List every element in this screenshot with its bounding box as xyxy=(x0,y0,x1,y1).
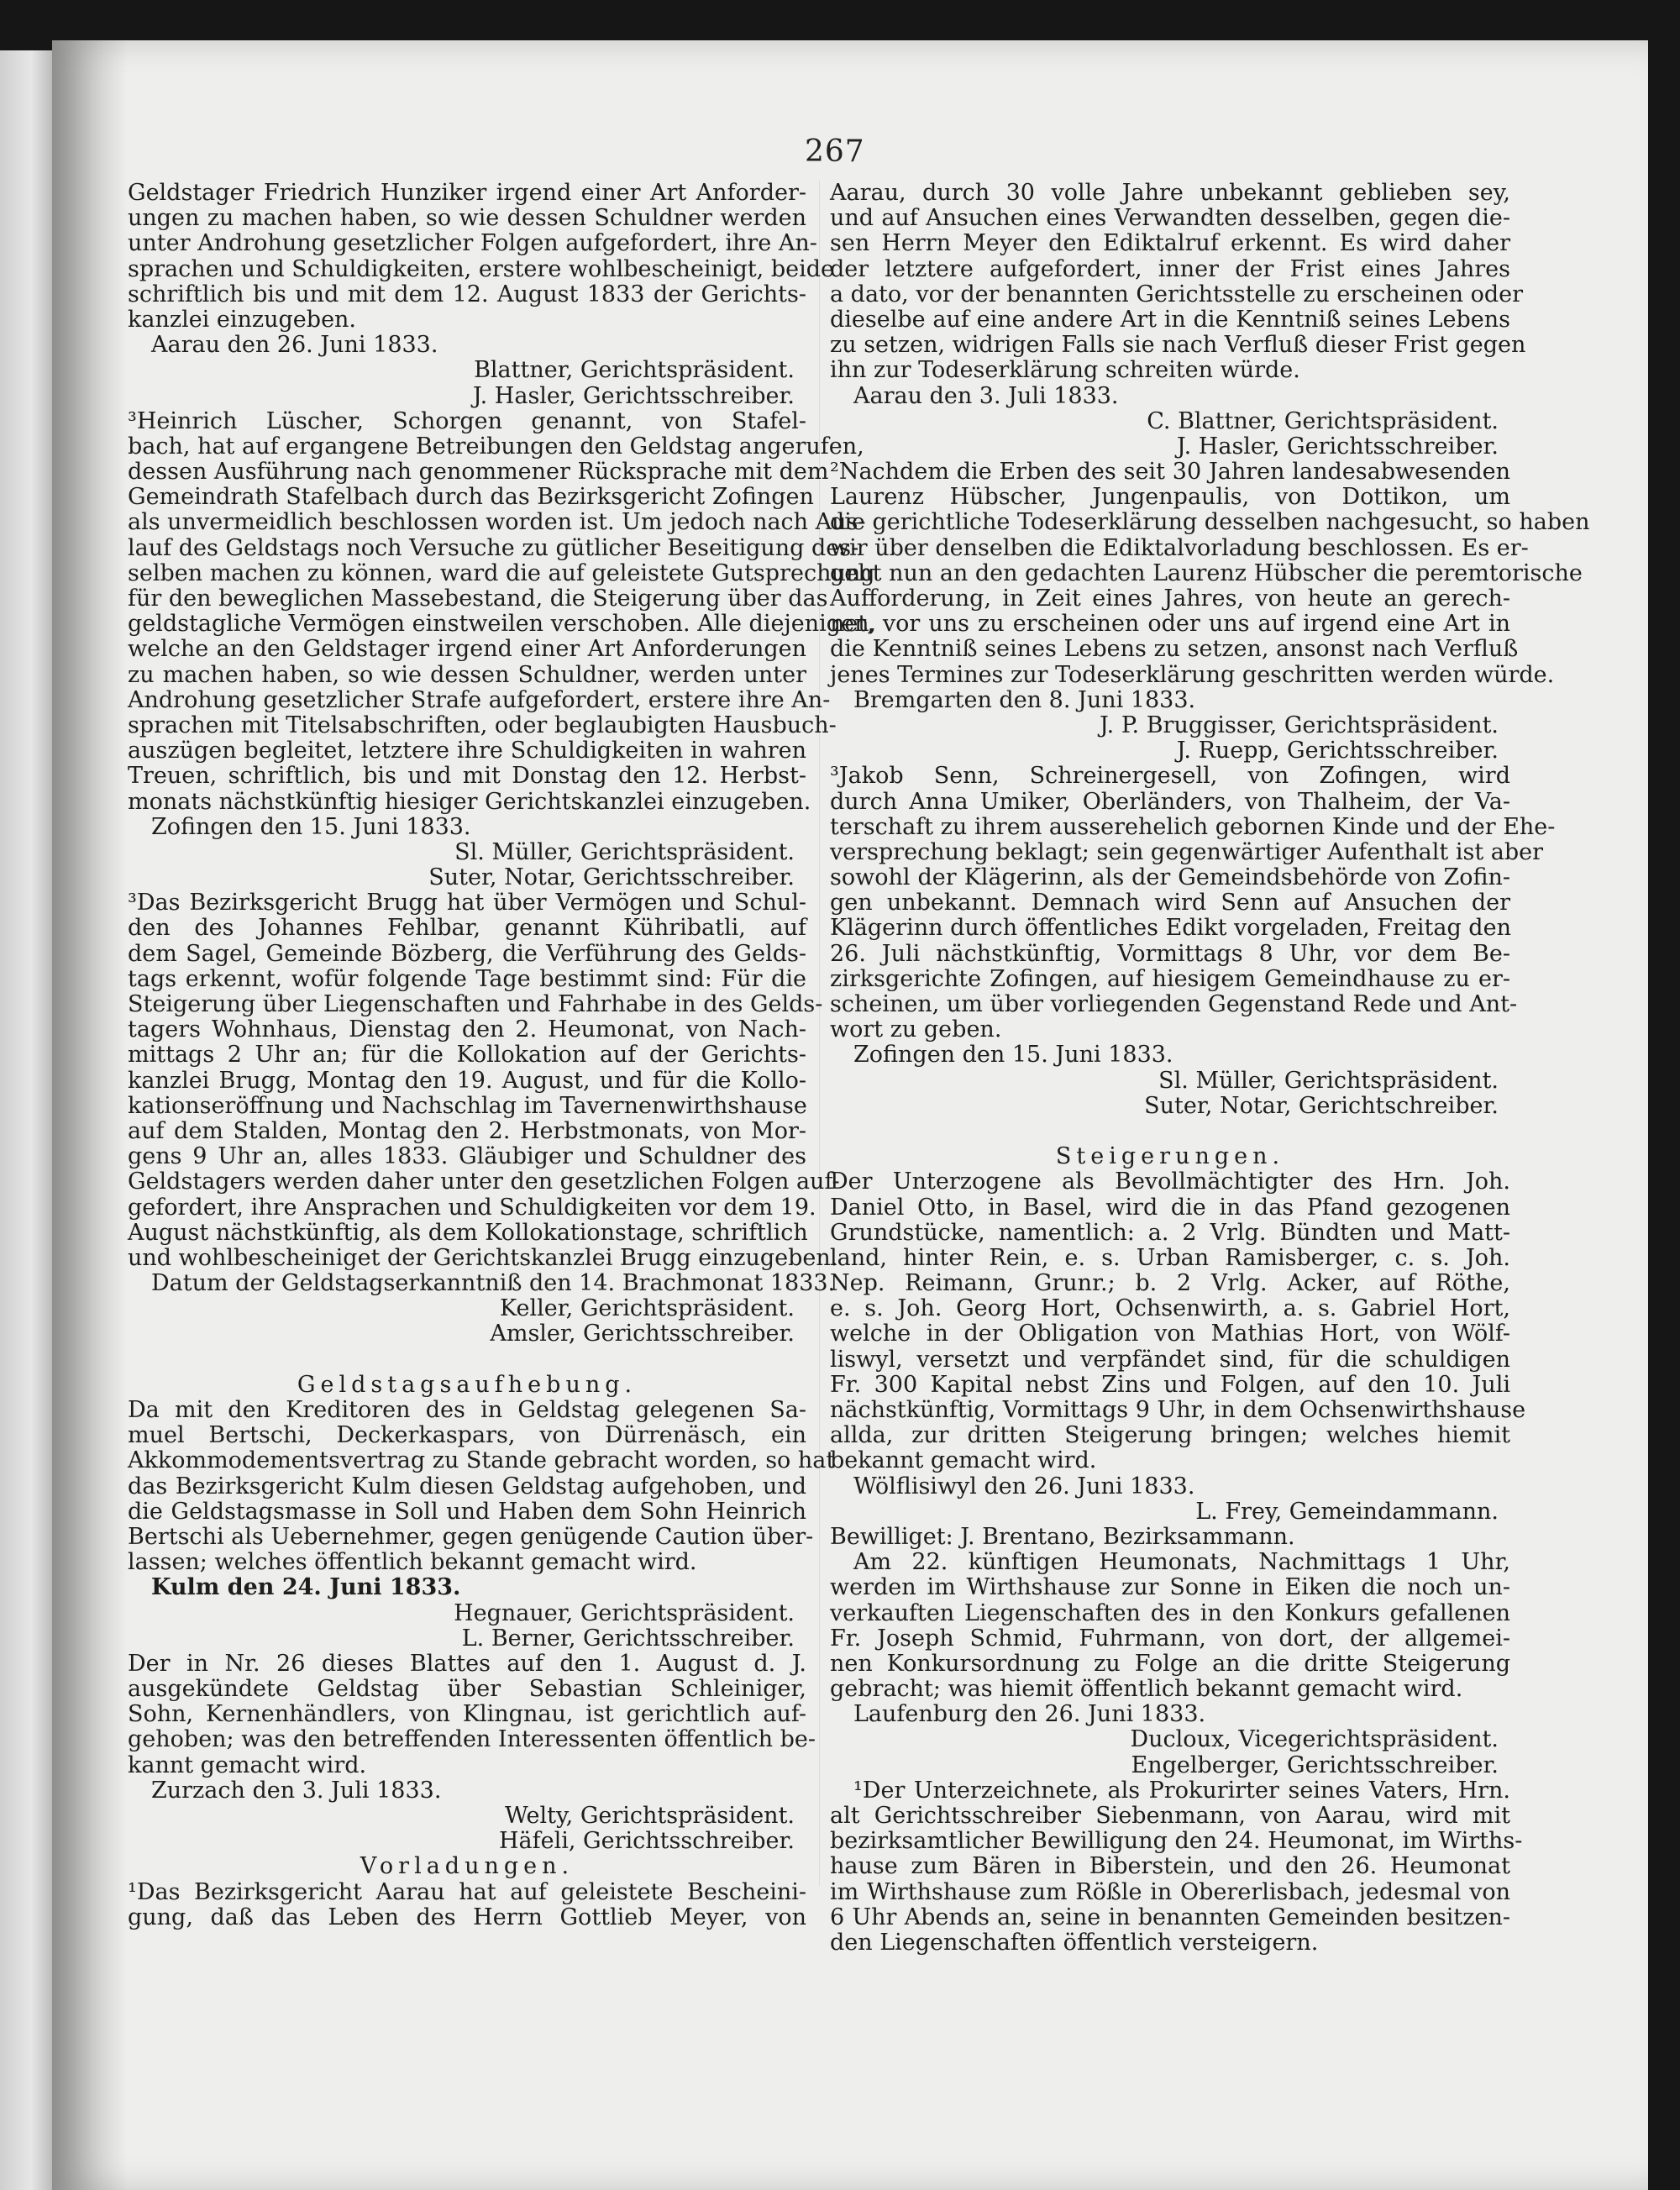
text-line: ihn zur Todeserklärung schreiten würde. xyxy=(830,357,1300,384)
text-line: wort zu geben. xyxy=(830,1016,1002,1043)
text-line: Steigerung über Liegenschaften und Fahrhabe in des Gelds- xyxy=(128,991,823,1017)
text-line: Bewilliget: J. Brentano, Bezirksammann. xyxy=(830,1523,1295,1550)
text-line: dem Sagel, Gemeinde Bözberg, die Verführung des Gelds- xyxy=(128,940,806,967)
signature-line: J. Hasler, Gerichtsschreiber. xyxy=(472,382,795,409)
text-line: 6 Uhr Abends an, seine in benannten Gemeinden besitzen- xyxy=(830,1904,1510,1930)
text-line: gen unbekannt. Demnach wird Senn auf Ansuchen der xyxy=(830,890,1510,916)
text-line: lassen; welches öffentlich bekannt gemacht wird. xyxy=(128,1549,697,1576)
text-line: selben machen zu können, ward die auf geleistete Gutsprechung xyxy=(128,559,875,586)
text-line: bach, hat auf ergangene Betreibungen den Geldstag angerufen, xyxy=(128,433,864,460)
text-line: auf dem Stalden, Montag den 2. Herbstmonats, von Mor- xyxy=(128,1117,806,1144)
text-line: welche in der Obligation von Mathias Hort, von Wölf- xyxy=(830,1321,1510,1347)
text-line: Geldstager Friedrich Hunziker irgend einer Art Anforder- xyxy=(128,180,806,206)
text-line: versprechung beklagt; sein gegenwärtiger Aufenthalt ist aber xyxy=(830,838,1544,865)
text-line: schriftlich bis und mit dem 12. August 1833 der Gerichts- xyxy=(128,281,806,307)
text-line: kannt gemacht wird. xyxy=(128,1751,367,1778)
signature-line: Hegnauer, Gerichtspräsident. xyxy=(454,1599,795,1626)
text-line: ¹Das Bezirksgericht Aarau hat auf geleistete Bescheini- xyxy=(128,1878,806,1905)
text-line: Treuen, schriftlich, bis und mit Donstag den 12. Herbst- xyxy=(128,763,806,790)
text-line: Kulm den 24. Juni 1833. xyxy=(151,1574,461,1601)
text-line: der letztere aufgefordert, inner der Frist eines Jahres xyxy=(830,255,1510,282)
text-line: Bertschi als Uebernehmer, gegen genügende Caution über- xyxy=(128,1523,814,1550)
text-line: jenes Termines zur Todeserklärung geschritten werden würde. xyxy=(830,661,1555,688)
text-line: sowohl der Klägerinn, als der Gemeindsbehörde von Zofin- xyxy=(830,864,1510,891)
text-line: ¹Der Unterzeichnete, als Prokurirter seines Vaters, Hrn. xyxy=(853,1777,1510,1804)
right-column xyxy=(830,180,1590,1956)
text-line: muel Bertschi, Deckerkaspars, von Dürrenäsch, ein xyxy=(128,1422,806,1449)
text-line: sprachen mit Titelsabschriften, oder beglaubigten Hausbuch- xyxy=(128,712,837,738)
signature-line: Sl. Müller, Gerichtspräsident. xyxy=(454,838,795,865)
text-line: dieselbe auf eine andere Art in die Kenntniß seines Lebens xyxy=(830,306,1510,333)
text-line: unter Androhung gesetzlicher Folgen aufgefordert, ihre An- xyxy=(128,230,817,257)
text-line: gefordert, ihre Ansprachen und Schuldigkeiten vor dem 19. xyxy=(128,1194,816,1221)
signature-line: Häfeli, Gerichtsschreiber. xyxy=(498,1828,795,1855)
text-line: durch Anna Umiker, Oberländers, von Thalheim, der Va- xyxy=(830,788,1510,815)
text-line: liswyl, versetzt und verpfändet sind, für die schuldigen xyxy=(830,1346,1510,1373)
text-line: die gerichtliche Todeserklärung desselben nachgesucht, so haben xyxy=(830,509,1590,536)
text-line: Der Unterzogene als Bevollmächtigter des Hrn. Joh. xyxy=(830,1169,1510,1195)
text-line: Aufforderung, in Zeit eines Jahres, von heute an gerech- xyxy=(830,586,1510,612)
text-line: Datum der Geldstagserkanntniß den 14. Brachmonat 1833. xyxy=(151,1270,836,1297)
text-line: Gemeindrath Stafelbach durch das Bezirksgericht Zofingen xyxy=(128,484,814,511)
text-line: bezirksamtlicher Bewilligung den 24. Heumonat, im Wirths- xyxy=(830,1828,1523,1855)
text-line xyxy=(830,1119,1510,1144)
gutter-shadow xyxy=(52,40,128,2190)
column-divider xyxy=(819,181,820,1886)
text-line: werden im Wirthshause zur Sonne in Eiken die noch un- xyxy=(830,1574,1510,1601)
signature-line: Ducloux, Vicegerichtspräsident. xyxy=(1130,1726,1499,1753)
signature-line: Blattner, Gerichtspräsident. xyxy=(474,357,795,384)
signature-line: Sl. Müller, Gerichtspräsident. xyxy=(1158,1067,1499,1094)
text-line: wir über denselben die Ediktalvorladung beschlossen. Es er- xyxy=(830,534,1529,561)
text-line: zirksgerichte Zofingen, auf hiesigem Gemeindhause zu er- xyxy=(830,965,1510,992)
text-line: Bremgarten den 8. Juni 1833. xyxy=(853,686,1196,713)
text-line: geldstagliche Vermögen einstweilen verschoben. Alle diejenigen, xyxy=(128,611,877,638)
previous-page-edge xyxy=(0,50,52,2190)
text-line: Wölflisiwyl den 26. Juni 1833. xyxy=(853,1473,1195,1499)
text-line: Aarau den 3. Juli 1833. xyxy=(853,382,1119,409)
text-line: kationseröffnung und Nachschlag im Tavernenwirthshause xyxy=(128,1092,807,1119)
text-line: und auf Ansuchen eines Verwandten desselben, gegen die- xyxy=(830,205,1510,232)
text-line: Klägerinn durch öffentliches Edikt vorgeladen, Freitag den xyxy=(830,915,1511,942)
signature-line: C. Blattner, Gerichtspräsident. xyxy=(1147,407,1499,434)
text-line: ³Das Bezirksgericht Brugg hat über Vermögen und Schul- xyxy=(128,890,806,916)
text-line: e. s. Joh. Georg Hort, Ochsenwirth, a. s. Gabriel Hort, xyxy=(830,1295,1510,1322)
text-line: Androhung gesetzlicher Strafe aufgefordert, erstere ihre An- xyxy=(128,686,831,713)
text-line: nen Konkursordnung zu Folge an die dritte Steigerung xyxy=(830,1650,1510,1677)
text-line: nächstkünftig, Vormittags 9 Uhr, in dem Ochsenwirthshause xyxy=(830,1397,1526,1423)
text-line: Aarau den 26. Juni 1833. xyxy=(151,332,438,359)
text-line: kanzlei Brugg, Montag den 19. August, und für die Kollo- xyxy=(128,1067,806,1094)
text-line: land, hinter Rein, e. s. Urban Ramisberger, c. s. Joh. xyxy=(830,1244,1510,1271)
text-line: gung, daß das Leben des Herrn Gottlieb Meyer, von xyxy=(128,1904,806,1930)
text-line: Fr. 300 Kapital nebst Zins und Folgen, auf den 10. Juli xyxy=(830,1371,1510,1398)
section-heading: Vorladungen. xyxy=(360,1853,575,1880)
text-line: a dato, vor der benannten Gerichtsstelle zu erscheinen oder xyxy=(830,281,1524,307)
text-line: Laurenz Hübscher, Jungenpaulis, von Dottikon, um xyxy=(830,484,1510,511)
signature-line: J. P. Bruggisser, Gerichtspräsident. xyxy=(1099,712,1499,738)
text-line: ³Heinrich Lüscher, Schorgen genannt, von Stafel- xyxy=(128,407,806,434)
text-line: Nep. Reimann, Grunr.; b. 2 Vrlg. Acker, auf Röthe, xyxy=(830,1270,1510,1297)
text-line: bekannt gemacht wird. xyxy=(830,1447,1097,1474)
text-line: welche an den Geldstager irgend einer Art Anforderungen xyxy=(128,636,806,663)
text-line: 26. Juli nächstkünftig, Vormittags 8 Uhr, vor dem Be- xyxy=(830,940,1510,967)
text-line: kanzlei einzugeben. xyxy=(128,306,357,333)
text-line: geht nun an den gedachten Laurenz Hübscher die peremtorische xyxy=(830,559,1583,586)
text-line: als unvermeidlich beschlossen worden ist. Um jedoch nach Aus- xyxy=(128,509,866,536)
text-line: Zofingen den 15. Juni 1833. xyxy=(853,1042,1173,1069)
signature-line: Suter, Notar, Gerichtschreiber. xyxy=(1144,1092,1499,1119)
signature-line: L. Berner, Gerichtsschreiber. xyxy=(461,1625,795,1652)
text-line: und wohlbescheiniget der Gerichtskanzlei Brugg einzugeben. xyxy=(128,1244,838,1271)
text-line: die Kenntniß seines Lebens zu setzen, ansonst nach Verfluß xyxy=(830,636,1519,663)
text-line: Der in Nr. 26 dieses Blattes auf den 1. August d. J. xyxy=(128,1650,806,1677)
text-line: auszügen begleitet, letztere ihre Schuldigkeiten in wahren xyxy=(128,738,806,764)
text-line: August nächstkünftig, als dem Kollokationstage, schriftlich xyxy=(128,1219,808,1246)
text-line: Am 22. künftigen Heumonats, Nachmittags 1 Uhr, xyxy=(853,1549,1510,1576)
text-line: ungen zu machen haben, so wie dessen Schuldner werden xyxy=(128,205,806,232)
text-line: dessen Ausführung nach genommener Rücksprache mit dem xyxy=(128,459,829,486)
signature-line: Keller, Gerichtspräsident. xyxy=(500,1295,795,1322)
text-line: ²Nachdem die Erben des seit 30 Jahren landesabwesenden xyxy=(830,459,1510,486)
text-line: im Wirthshause zum Rößle in Obererlisbach, jedesmal von xyxy=(830,1878,1510,1905)
text-line: Akkommodementsvertrag zu Stande gebracht worden, so hat xyxy=(128,1447,836,1474)
text-line: zu setzen, widrigen Falls sie nach Verfluß dieser Frist gegen xyxy=(830,332,1526,359)
text-line: monats nächstkünftig hiesiger Gerichtskanzlei einzugeben. xyxy=(128,788,811,815)
text-line: tags erkennt, wofür folgende Tage bestimmt sind: Für die xyxy=(128,965,806,992)
text-line: terschaft zu ihrem ausserehelich gebornen Kinde und der Ehe- xyxy=(830,813,1556,840)
text-line: Daniel Otto, in Basel, wird die in das Pfand gezogenen xyxy=(830,1194,1510,1221)
text-line: sen Herrn Meyer den Ediktalruf erkennt. Es wird daher xyxy=(830,230,1510,257)
text-line: tagers Wohnhaus, Dienstag den 2. Heumonat, von Nach- xyxy=(128,1016,806,1043)
text-line: gens 9 Uhr an, alles 1833. Gläubiger und Schuldner des xyxy=(128,1143,806,1170)
section-heading: Geldstagsaufhebung. xyxy=(297,1371,638,1398)
text-line: ³Jakob Senn, Schreinergesell, von Zofingen, wird xyxy=(830,763,1510,790)
signature-line: J. Ruepp, Gerichtsschreiber. xyxy=(1176,738,1499,764)
text-line: Laufenburg den 26. Juni 1833. xyxy=(853,1701,1206,1728)
text-line: Aarau, durch 30 volle Jahre unbekannt geblieben sey, xyxy=(830,180,1510,206)
left-column xyxy=(128,180,877,1930)
text-line: zu machen haben, so wie dessen Schuldner, werden unter xyxy=(128,661,806,688)
text-line: den Liegenschaften öffentlich versteigern. xyxy=(830,1929,1319,1956)
signature-line: L. Frey, Gemeindammann. xyxy=(1195,1498,1499,1525)
text-line: Da mit den Kreditoren des in Geldstag gelegenen Sa- xyxy=(128,1397,806,1423)
signature-line: Engelberger, Gerichtsschreiber. xyxy=(1131,1751,1499,1778)
text-line: Geldstagers werden daher unter den gesetzlichen Folgen auf- xyxy=(128,1169,840,1195)
text-line: die Geldstagsmasse in Soll und Haben dem Sohn Heinrich xyxy=(128,1498,806,1525)
text-line: verkauften Liegenschaften des in den Konkurs gefallenen xyxy=(830,1599,1510,1626)
signature-line: Amsler, Gerichtsschreiber. xyxy=(490,1321,795,1347)
signature-line: J. Hasler, Gerichtsschreiber. xyxy=(1176,433,1499,460)
text-line: das Bezirksgericht Kulm diesen Geldstag aufgehoben, und xyxy=(128,1473,806,1499)
text-line: ausgekündete Geldstag über Sebastian Schleiniger, xyxy=(128,1676,806,1703)
section-heading: Steigerungen. xyxy=(1055,1143,1285,1170)
text-line: Zurzach den 3. Juli 1833. xyxy=(151,1777,442,1804)
text-line xyxy=(128,1347,806,1373)
text-line: mittags 2 Uhr an; für die Kollokation auf der Gerichts- xyxy=(128,1042,806,1069)
text-line: lauf des Geldstags noch Versuche zu gütlicher Beseitigung des- xyxy=(128,534,859,561)
text-line: Fr. Joseph Schmid, Fuhrmann, von dort, der allgemei- xyxy=(830,1625,1510,1652)
signature-line: Suter, Notar, Gerichtsschreiber. xyxy=(428,864,795,891)
text-line: Grundstücke, namentlich: a. 2 Vrlg. Bündten und Matt- xyxy=(830,1219,1510,1246)
text-line: gehoben; was den betreffenden Interessenten öffentlich be- xyxy=(128,1726,816,1753)
text-line: net, vor uns zu erscheinen oder uns auf irgend eine Art in xyxy=(830,611,1510,638)
text-line: gebracht; was hiemit öffentlich bekannt gemacht wird. xyxy=(830,1676,1463,1703)
text-line: Sohn, Kernenhändlers, von Klingnau, ist gerichtlich auf- xyxy=(128,1701,806,1728)
text-line: für den beweglichen Massebestand, die Steigerung über das xyxy=(128,586,828,612)
text-line: hause zum Bären in Biberstein, und den 26. Heumonat xyxy=(830,1853,1510,1880)
text-line: alt Gerichtsschreiber Siebenmann, von Aarau, wird mit xyxy=(830,1803,1510,1829)
text-line: den des Johannes Fehlbar, genannt Kühribatli, auf xyxy=(128,915,806,942)
page-number: 267 xyxy=(805,134,865,169)
text-line: scheinen, um über vorliegenden Gegenstand Rede und Ant- xyxy=(830,991,1518,1017)
signature-line: Welty, Gerichtspräsident. xyxy=(504,1803,795,1829)
text-line: allda, zur dritten Steigerung bringen; welches hiemit xyxy=(830,1422,1510,1449)
text-line: Zofingen den 15. Juni 1833. xyxy=(151,813,471,840)
text-line: sprachen und Schuldigkeiten, erstere wohlbescheinigt, beide xyxy=(128,255,834,282)
